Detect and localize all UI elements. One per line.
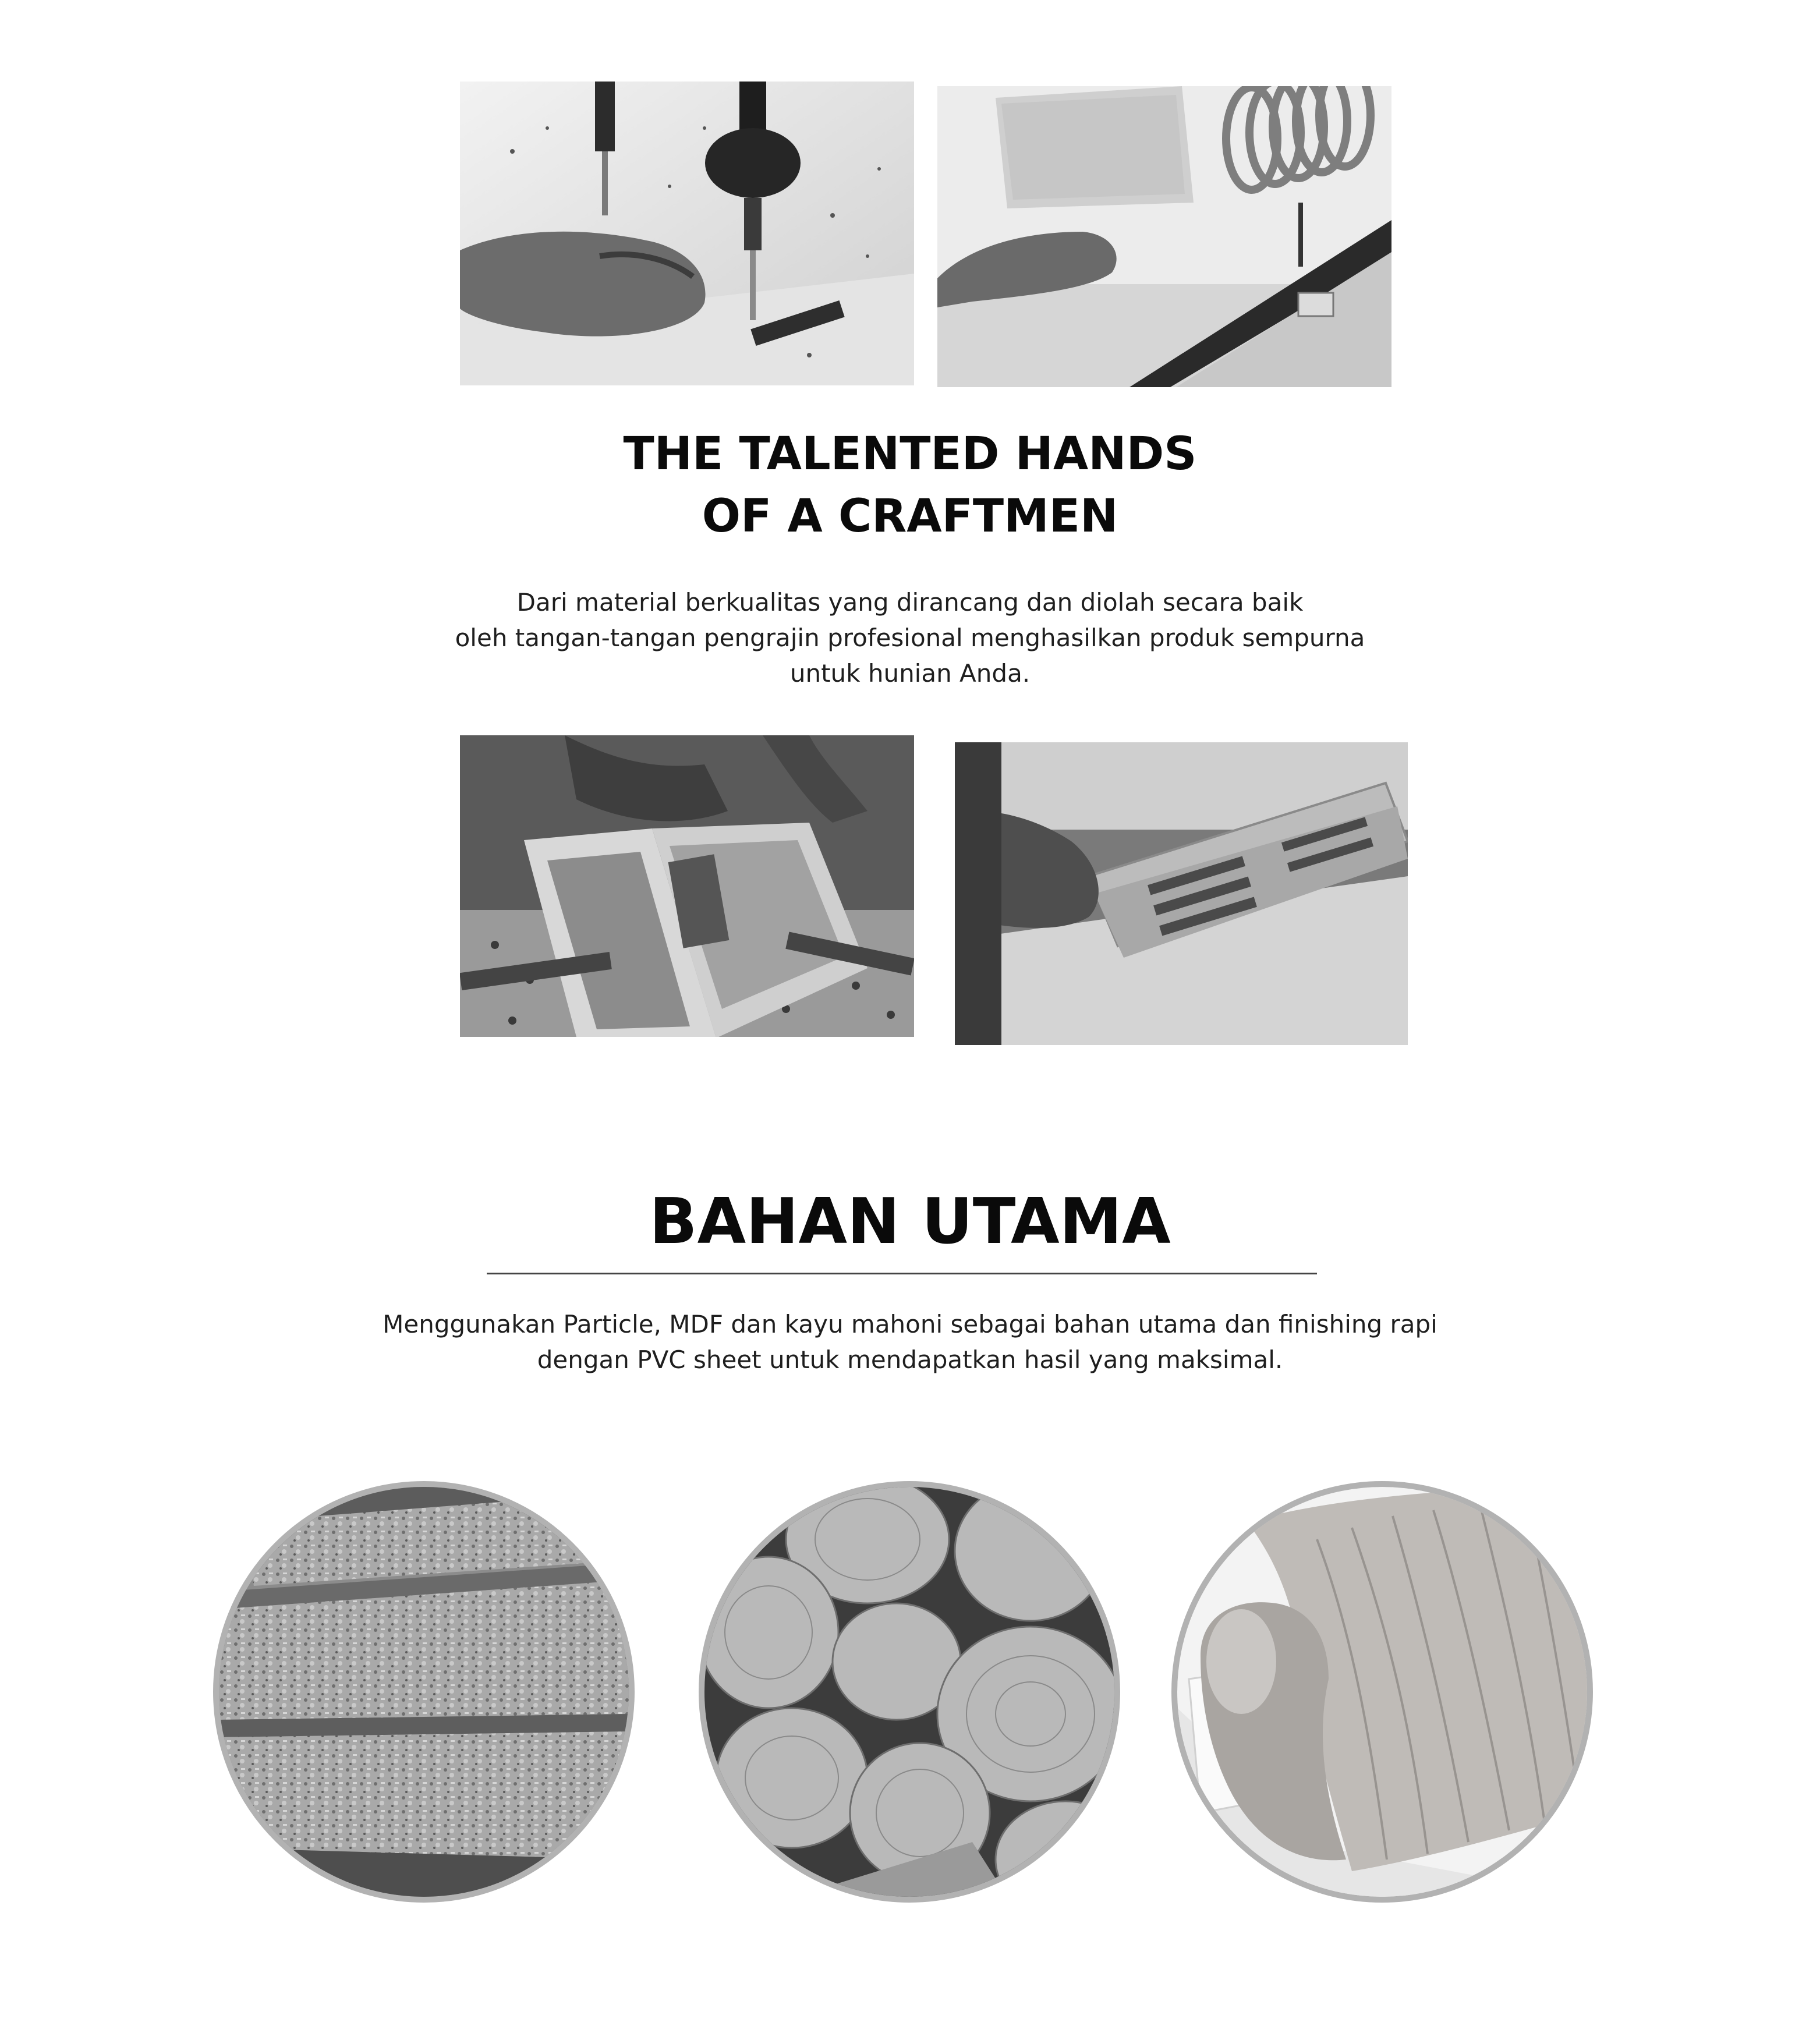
material-image-particle-board — [213, 1481, 635, 1903]
material-image-pvc-sheet — [1171, 1481, 1593, 1903]
materials-description-line: Menggunakan Particle, MDF dan kayu mahoni sebagai bahan utama dan finishing rapi — [383, 1310, 1437, 1338]
workshop-photo-router — [937, 86, 1391, 387]
craftsmanship-title-line-1: THE TALENTED HANDS — [623, 428, 1197, 480]
workshop-photo-panel-assembly — [955, 742, 1408, 1045]
craftsmanship-description-line: Dari material berkualitas yang dirancang dan diolah secara baik — [516, 588, 1304, 617]
materials-divider — [487, 1273, 1317, 1274]
craftsmanship-description-line: oleh tangan-tangan pengrajin profesional menghasilkan produk sempurna — [455, 624, 1365, 652]
material-image-timber-logs — [699, 1481, 1120, 1903]
materials-description-line: dengan PVC sheet untuk mendapatkan hasil yang maksimal. — [537, 1345, 1283, 1374]
workshop-photo-drilling — [460, 82, 914, 385]
craftsmanship-description-line: untuk hunian Anda. — [789, 659, 1031, 688]
materials-title: BAHAN UTAMA — [649, 1185, 1171, 1258]
craftsmanship-title-line-2: OF A CRAFTMEN — [702, 490, 1118, 543]
workshop-photo-frame-assembly — [460, 735, 914, 1037]
